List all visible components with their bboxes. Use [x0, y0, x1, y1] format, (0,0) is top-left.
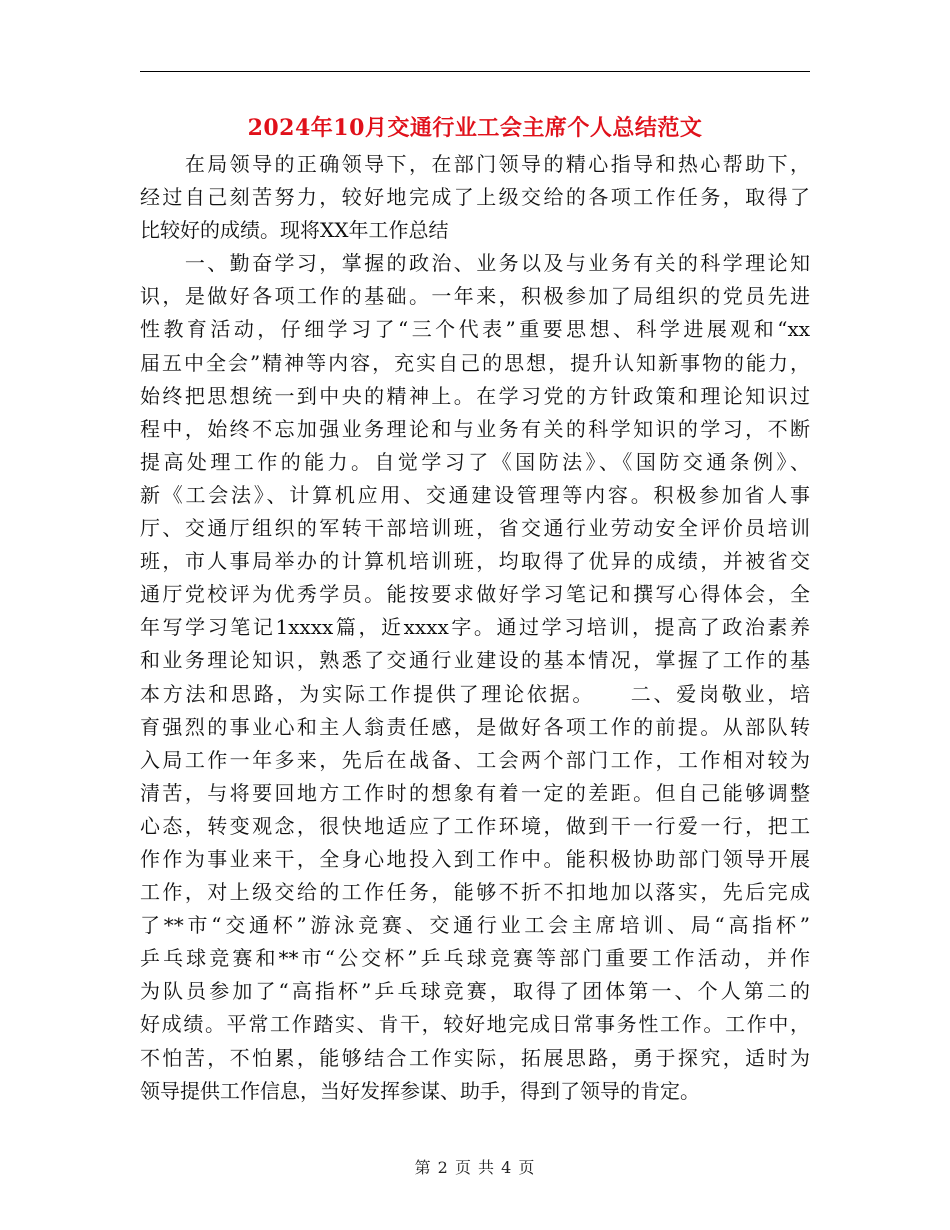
- body-line: 乒乓球竞赛和**市“公交杯”乒乓球竞赛等部门重要工作活动，并作: [140, 946, 810, 971]
- body-line: 心态，转变观念，很快地适应了工作环境，做到干一行爱一行，把工: [140, 813, 810, 838]
- body-line: 一、勤奋学习，掌握的政治、业务以及与业务有关的科学理论知: [140, 251, 810, 276]
- body-line: 年写学习笔记1xxxx篇，近xxxx字。通过学习培训，提高了政治素养: [140, 615, 810, 640]
- body-line: 识，是做好各项工作的基础。一年来，积极参加了局组织的党员先进: [140, 284, 810, 309]
- body-line: 始终把思想统一到中央的精神上。在学习党的方针政策和理论知识过: [140, 383, 810, 408]
- body-line: 清苦，与将要回地方工作时的想象有着一定的差距。但自己能够调整: [140, 780, 810, 805]
- body-line: 为队员参加了“高指杯”乒乓球竞赛，取得了团体第一、个人第二的: [140, 979, 810, 1004]
- body-line: 育强烈的事业心和主人翁责任感，是做好各项工作的前提。从部队转: [140, 714, 810, 739]
- body-line: 厅、交通厅组织的军转干部培训班，省交通行业劳动安全评价员培训: [140, 516, 810, 541]
- body-line: 班，市人事局举办的计算机培训班，均取得了优异的成绩，并被省交: [140, 549, 810, 574]
- body-line: 本方法和思路，为实际工作提供了理论依据。 二、爱岗敬业，培: [140, 681, 810, 706]
- body-line: 不怕苦，不怕累，能够结合工作实际，拓展思路，勇于探究，适时为: [140, 1045, 810, 1070]
- body-line: 新《工会法》、计算机应用、交通建设管理等内容。积极参加省人事: [140, 482, 810, 507]
- body-line: 届五中全会”精神等内容，充实自己的思想，提升认知新事物的能力，: [140, 350, 810, 375]
- header-rule: [140, 71, 810, 72]
- document-title: 2024年10月交通行业工会主席个人总结范文: [247, 115, 703, 141]
- body-line: 入局工作一年多来，先后在战备、工会两个部门工作，工作相对较为: [140, 747, 810, 772]
- page-number-footer: 第 2 页 共 4 页: [414, 1158, 536, 1177]
- body-line: 程中，始终不忘加强业务理论和与业务有关的科学知识的学习，不断: [140, 416, 810, 441]
- body-line: 工作，对上级交给的工作任务，能够不折不扣地加以落实，先后完成: [140, 880, 810, 905]
- body-line: 好成绩。平常工作踏实、肯干，较好地完成日常事务性工作。工作中，: [140, 1012, 810, 1037]
- body-line: 经过自己刻苦努力，较好地完成了上级交给的各项工作任务，取得了: [140, 185, 810, 210]
- body-line: 了**市“交通杯”游泳竞赛、交通行业工会主席培训、局“高指杯”: [140, 913, 810, 938]
- body-line: 作作为事业来干，全身心地投入到工作中。能积极协助部门领导开展: [140, 846, 810, 871]
- body-line: 领导提供工作信息，当好发挥参谋、助手，得到了领导的肯定。: [140, 1078, 700, 1103]
- body-line: 在局领导的正确领导下，在部门领导的精心指导和热心帮助下，: [140, 152, 810, 176]
- body-line: 和业务理论知识，熟悉了交通行业建设的基本情况，掌握了工作的基: [140, 648, 810, 673]
- document-body: [140, 148, 810, 1108]
- body-line: 性教育活动，仔细学习了“三个代表”重要思想、科学进展观和“xx: [140, 317, 810, 342]
- body-line: 比较好的成绩。现将XX年工作总结: [140, 218, 449, 243]
- body-line: 通厅党校评为优秀学员。能按要求做好学习笔记和撰写心得体会，全: [140, 582, 810, 607]
- body-line: 提高处理工作的能力。自觉学习了《国防法》、《国防交通条例》、: [140, 449, 810, 474]
